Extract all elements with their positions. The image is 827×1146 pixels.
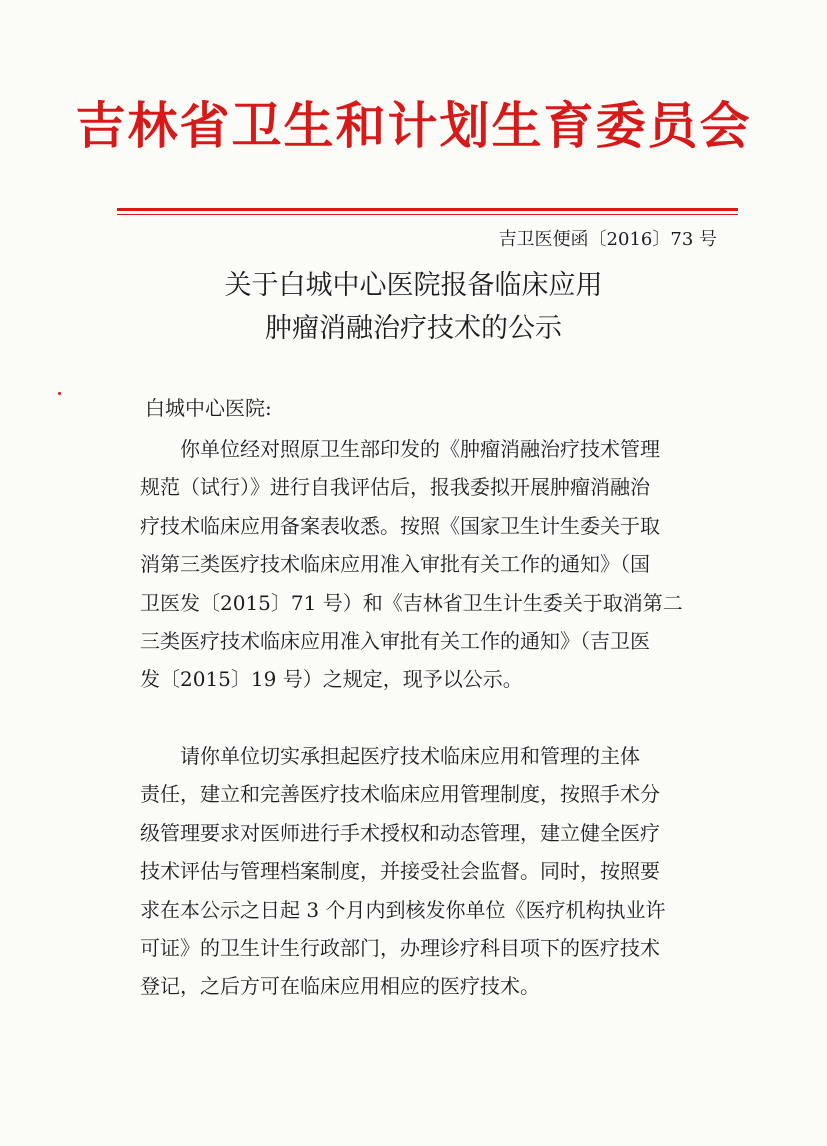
red-dot-mark — [58, 392, 61, 395]
notice-title — [0, 264, 827, 350]
paragraph-line: 规范（试行）》进行自我评估后，报我委拟开展肿瘤消融治 — [140, 475, 650, 500]
paragraph-line: 三类医疗技术临床应用准入审批有关工作的通知》（吉卫医 — [140, 628, 650, 653]
notice-title-line-2: 肿瘤消融治疗技术的公示 — [265, 313, 562, 344]
paragraph-line: 你单位经对照原卫生部印发的《肿瘤消融治疗技术管理 — [180, 437, 660, 461]
paragraph-2 — [140, 737, 715, 1006]
paragraph-line: 可证》的卫生计生行政部门，办理诊疗科目项下的医疗技术 — [140, 935, 660, 960]
paragraph-line: 技术评估与管理档案制度，并接受社会监督。同时，按照要 — [140, 859, 660, 884]
paragraph-line: 消第三类医疗技术临床应用准入审批有关工作的通知》（国 — [140, 552, 650, 577]
paragraph-line: 卫医发〔2015〕71 号）和《吉林省卫生计生委关于取消第二 — [140, 590, 683, 615]
salutation: 白城中心医院: — [145, 396, 272, 420]
paragraph-1 — [140, 430, 715, 699]
document-number: 吉卫医便函〔2016〕73 号 — [498, 229, 717, 250]
paragraph-line: 请你单位切实承担起医疗技术临床应用和管理的主体 — [180, 744, 640, 768]
paragraph-line: 登记，之后方可在临床应用相应的医疗技术。 — [140, 974, 540, 999]
paragraph-line: 疗技术临床应用备案表收悉。按照《国家卫生计生委关于取 — [140, 513, 660, 538]
letterhead-org-name: 吉林省卫生和计划生育委员会 — [75, 96, 752, 155]
notice-title-line-1: 关于白城中心医院报备临床应用 — [224, 270, 603, 301]
paragraph-line: 级管理要求对医师进行手术授权和动态管理，建立健全医疗 — [140, 820, 660, 845]
paragraph-line: 发〔2015〕19 号）之规定，现予以公示。 — [140, 667, 523, 692]
paragraph-line: 责任，建立和完善医疗技术临床应用管理制度，按照手术分 — [140, 782, 660, 807]
letterhead-rule-thin — [117, 214, 738, 215]
letterhead-rule-thick — [117, 208, 738, 211]
paragraph-line: 求在本公示之日起 3 个月内到核发你单位《医疗机构执业许 — [140, 897, 666, 922]
